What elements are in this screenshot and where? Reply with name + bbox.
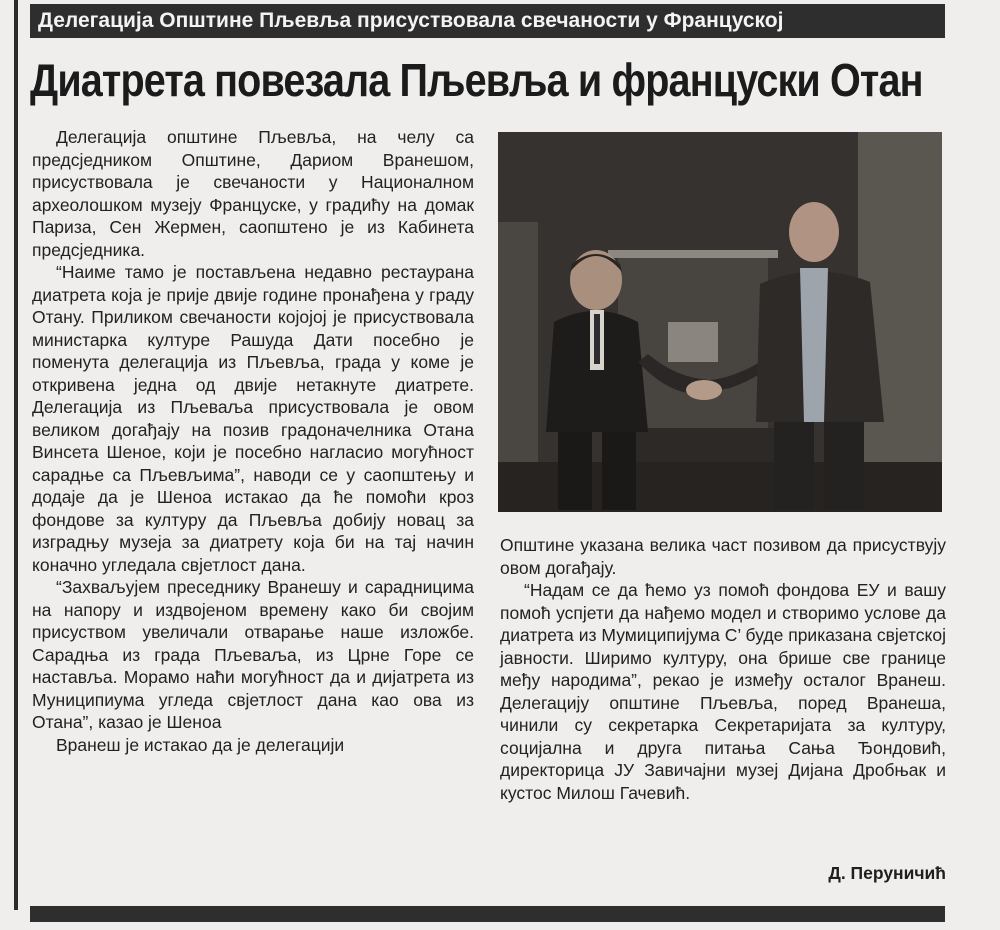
man-left-tie — [594, 314, 600, 364]
man-right-shirt — [800, 268, 828, 422]
byline: Д. Перуничић — [828, 863, 946, 883]
man-left-leg — [558, 432, 592, 510]
man-right-head — [789, 202, 839, 262]
kicker-bar: Делегација Општине Пљевља присуствовала свечаности у Француској — [30, 4, 945, 38]
man-left-leg — [602, 432, 636, 510]
left-column — [32, 126, 474, 756]
handshake-photo-illustration — [498, 132, 942, 512]
photo-wall-left — [498, 222, 538, 472]
handshake-hands — [686, 380, 722, 400]
headline: Диатрета повезала Пљевља и француски Отан — [30, 54, 923, 106]
bottom-bar — [30, 906, 945, 922]
paragraph: Општине указана велика част позивом да присуствују овом догађају. — [500, 535, 946, 578]
diatreta-object — [668, 322, 718, 362]
man-right-leg — [774, 422, 814, 510]
paragraph: Вранеш је истакао да је делегацији — [56, 734, 345, 755]
paragraph: “Надам се да ћемо уз помоћ фондова ЕУ и вашу помоћ успјети да нађемо модел и створимо услове да диатрета из Мумиципијума С’ буде приказана свјетској јавности. Ширимо културу, она брише све границе међу народима”, рекао је између осталог Вранеш. Делегацију општине Пљевља, поред Вранеша, чинили су секретарка Секретаријата за културу, социјална и друга питања Сања Ђондовић, директорица ЈУ Завичајни музеј Дијана Дробњак и кустос Милош Гачевић. — [500, 580, 946, 803]
man-right-leg — [824, 422, 864, 510]
paragraph: “Захваљујем преседнику Вранешу и сарадницима на напору и издвојеном времену како би својим присуством увеличали отварање наше изложбе. Сарадња из града Пљеваља, из Црне Горе се наставља. Морамо наћи могућност да и дијатрета из Муниципиума угледа свјетлост дана као ова из Отана”, казао је Шеноа — [32, 577, 474, 732]
left-column-rule — [14, 0, 18, 910]
man-left-head — [570, 250, 622, 310]
article-photo — [498, 132, 942, 512]
display-case-top — [608, 250, 778, 258]
paragraph: “Наиме тамо је постављена недавно рестаурана диатрета која је прије двије године пронађена у граду Отану. Приликом свечаности којојој је присуствовала министарка културе Рашуда Дати посебно је поменута делегација из Пљевља, града у коме је откривена једна од двије нетакнуте диатрете. Делегација из Пљеваља присуствовала је овом великом догађају на позив градоначелника Отана Винсета Шеное, који је посебно нагласио могућност сарадње са Пљевљима”, наводи се у саопштењу и додаје да је Шеноа истакао да ће помоћи кроз фондове за културу да Пљевља добију новац за изградњу музеја за диатрету која би на тај начин коначно угледала свјетлост дана. — [32, 262, 474, 575]
right-column — [500, 534, 946, 804]
paragraph: Делегација општине Пљевља, на челу са предсједником Општине, Дариом Вранешом, присуствовала је свечаности у Националном археолошком музеју Француске, у градићу на домак Париза, Сен Жермен, саопштено је из Кабинета предсједника. — [32, 127, 474, 260]
